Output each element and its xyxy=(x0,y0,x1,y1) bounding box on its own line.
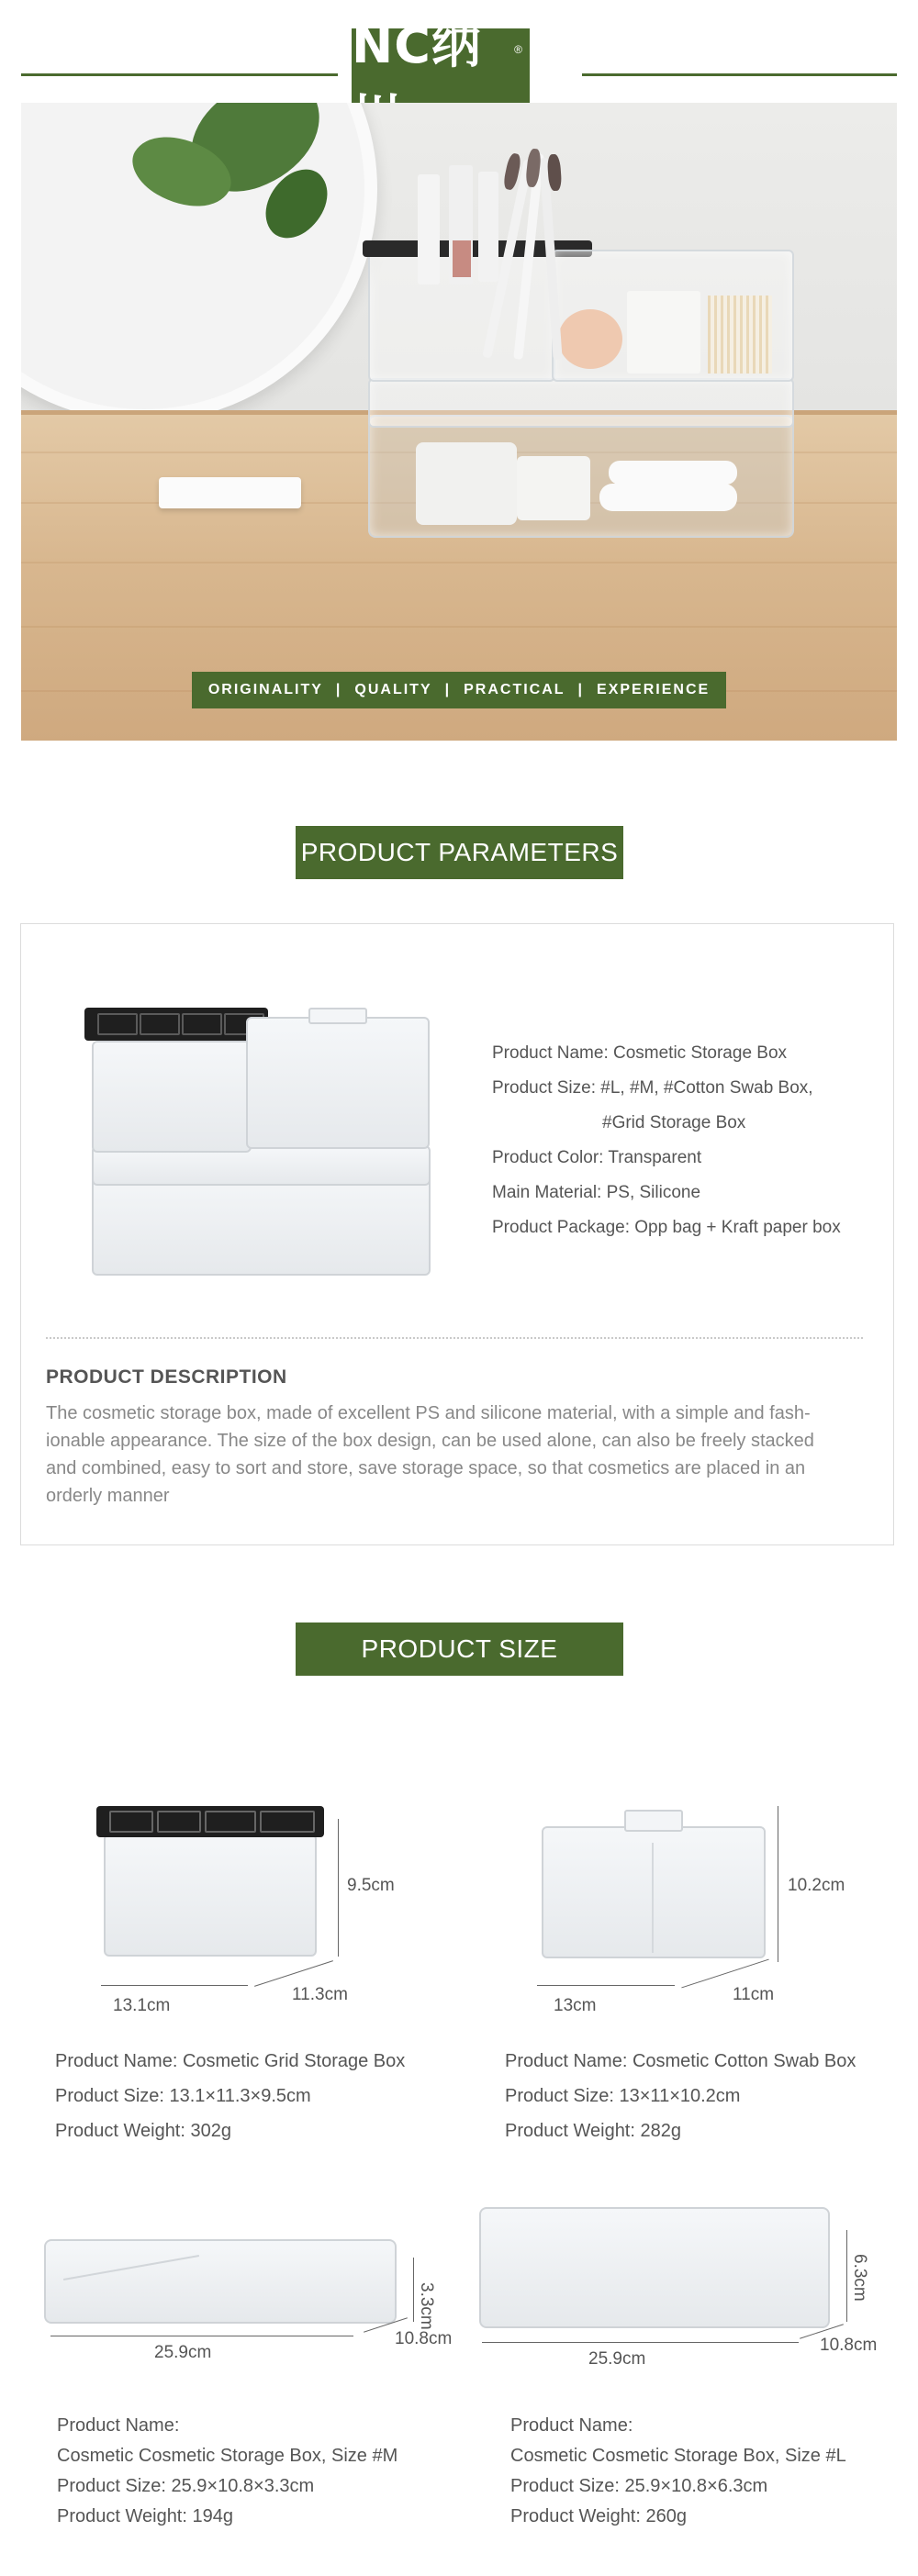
registered-mark: ® xyxy=(514,43,522,56)
dim-width-label: 25.9cm xyxy=(588,2349,646,2369)
brand-logo-text: NC纳 xyxy=(352,16,482,74)
dimension-line-height xyxy=(338,1819,339,1957)
description-line: The cosmetic storage box, made of excellent PS and silicone material, with a simple and fash- xyxy=(46,1403,811,1423)
dimension-line-height xyxy=(413,2258,414,2322)
cotton-pads-image xyxy=(627,291,700,374)
cream-jar-image xyxy=(416,442,517,525)
description-title: PRODUCT DESCRIPTION xyxy=(46,1366,287,1388)
dim-height-label: 3.3cm xyxy=(417,2282,436,2330)
tag-quality: QUALITY xyxy=(354,682,432,697)
item-name: Product Name: Cosmetic Grid Storage Box xyxy=(55,2051,406,2071)
dim-height-label: 6.3cm xyxy=(850,2254,869,2302)
dim-width-label: 13.1cm xyxy=(113,1996,171,2015)
tag-practical: PRACTICAL xyxy=(464,682,565,697)
tag-separator: | xyxy=(444,682,452,697)
item-name-label: Product Name: xyxy=(57,2415,180,2436)
tag-experience: EXPERIENCE xyxy=(597,682,711,697)
dimension-line-width xyxy=(101,1985,248,1986)
description-text xyxy=(46,1400,872,1510)
item-weight: Product Weight: 282g xyxy=(505,2121,681,2141)
hero-tagline-bar xyxy=(192,672,726,708)
param-main-material: Main Material: PS, Silicone xyxy=(492,1183,701,1202)
description-line: and combined, easy to sort and store, save storage space, so that cosmetics are placed in an xyxy=(46,1458,806,1478)
item-name-label: Product Name: xyxy=(510,2415,633,2436)
tag-originality: ORIGINALITY xyxy=(207,682,323,697)
dim-height-label: 9.5cm xyxy=(347,1876,395,1895)
section-title: PRODUCT PARAMETERS xyxy=(300,838,619,866)
organizer-product-image xyxy=(83,1008,431,1283)
item-size: Product Size: 25.9×10.8×6.3cm xyxy=(510,2476,768,2496)
section-header-parameters xyxy=(296,826,623,879)
item-name: Cosmetic Cosmetic Storage Box, Size #L xyxy=(510,2446,846,2466)
header-rule-left xyxy=(21,73,338,76)
item-name: Cosmetic Cosmetic Storage Box, Size #M xyxy=(57,2446,398,2466)
tag-separator: | xyxy=(577,682,585,697)
item-size: Product Size: 13.1×11.3×9.5cm xyxy=(55,2086,311,2106)
dimension-line-depth xyxy=(681,1959,768,1989)
dotted-divider xyxy=(46,1337,863,1339)
dim-depth-label: 11.3cm xyxy=(292,1985,348,2004)
param-product-color: Product Color: Transparent xyxy=(492,1148,702,1167)
card-image xyxy=(159,477,301,508)
dim-depth-label: 10.8cm xyxy=(395,2329,453,2348)
param-product-size: Product Size: #L, #M, #Cotton Swab Box, xyxy=(492,1078,813,1098)
cotton-swabs-image xyxy=(708,296,772,374)
lipstick-image xyxy=(478,172,498,282)
description-line: orderly manner xyxy=(46,1486,170,1506)
section-title: PRODUCT SIZE xyxy=(361,1634,558,1663)
param-product-name: Product Name: Cosmetic Storage Box xyxy=(492,1043,788,1063)
dimension-line-depth xyxy=(254,1960,333,1987)
sponge-image xyxy=(558,309,622,369)
dim-width-label: 13cm xyxy=(554,1996,597,2015)
storage-box-m-image xyxy=(44,2239,397,2326)
tag-separator: | xyxy=(335,682,342,697)
cotton-swab-box-image xyxy=(542,1806,767,1962)
param-product-size-continued: #Grid Storage Box xyxy=(602,1113,746,1132)
cream-jar-image xyxy=(517,456,590,520)
dimension-line-width xyxy=(482,2342,799,2343)
lipstick-image xyxy=(453,240,471,277)
tube-image xyxy=(599,484,737,511)
header-rule-right xyxy=(582,73,897,76)
item-size: Product Size: 13×11×10.2cm xyxy=(505,2086,741,2106)
dim-depth-label: 10.8cm xyxy=(820,2336,878,2355)
item-name: Product Name: Cosmetic Cotton Swab Box xyxy=(505,2051,856,2071)
dim-height-label: 10.2cm xyxy=(788,1876,845,1895)
tube-image xyxy=(609,461,737,485)
grid-storage-box-image xyxy=(96,1806,326,1962)
dim-depth-label: 11cm xyxy=(733,1985,775,2004)
description-line: ionable appearance. The size of the box design, can be used alone, can also be freely stacked xyxy=(46,1431,814,1451)
section-header-size xyxy=(296,1623,623,1676)
item-weight: Product Weight: 302g xyxy=(55,2121,231,2141)
dimension-line-width xyxy=(537,1985,675,1986)
param-product-package: Product Package: Opp bag + Kraft paper box xyxy=(492,1218,841,1237)
item-weight: Product Weight: 260g xyxy=(510,2506,687,2526)
item-size: Product Size: 25.9×10.8×3.3cm xyxy=(57,2476,315,2496)
dim-width-label: 25.9cm xyxy=(154,2343,212,2362)
storage-box-l-image xyxy=(479,2207,833,2331)
organizer-medium-tray-image xyxy=(368,378,794,428)
lipstick-image xyxy=(418,174,440,284)
item-weight: Product Weight: 194g xyxy=(57,2506,233,2526)
hero-photo xyxy=(21,103,897,741)
dimension-line-height xyxy=(846,2230,847,2322)
